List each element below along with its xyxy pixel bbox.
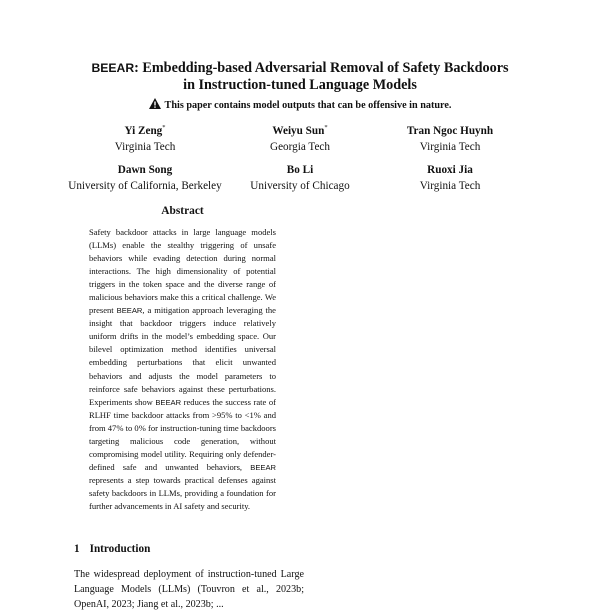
section-number: 1 (74, 543, 80, 555)
author-affiliation: University of Chicago (250, 180, 350, 192)
content-warning (60, 98, 540, 112)
author-affiliation: Georgia Tech (269, 141, 330, 153)
author-name: Weiyu Sun* (272, 124, 328, 137)
abstract-body: Safety backdoor attacks in large language models (LLMs) enable the stealthy triggering of unsafe behaviors while evading detection during normal interactions. The high dimensionality of potential triggers in the token space and the diverse range of malicious behaviors make this a critical challenge. We present BEEAR, a mitigation approach leveraging the insight that backdoor triggers induce relatively uniform drifts in the model’s embedding space. Our bilevel optimization method identifies universal embedding perturbations that elicit unwanted behaviors and adjusts the model parameters to reinforce safe behaviors against these perturbations. Experiments show BEEAR reduces the success rate of RLHF time backdoor attacks from >95% to <1% and from 47% to 0% for instruction-tuning time backdoors targeting malicious code generation, without compromising model utility. Requiring only defender-defined safe and unwanted behaviors, BEEAR represents a step towards practical defenses against safety backdoors in LLMs, providing a foundation for further advancements in AI safety and security. (89, 227, 276, 511)
section-heading (74, 543, 150, 555)
author-block (375, 159, 525, 194)
warning-icon (149, 98, 161, 109)
title-line2: in Instruction-tuned Language Models (183, 77, 417, 93)
author-name: Tran Ngoc Huynh (406, 125, 494, 137)
intro-paragraph: The widespread deployment of instruction-tuned Large Language Models (LLMs) (Touvron et al., 2023b; OpenAI, 2023; Jiang et al., 2023b; ... (74, 569, 304, 610)
abstract-heading: Abstract (161, 205, 204, 217)
author-block (235, 120, 365, 155)
title-acronym: BEEAR (91, 61, 135, 75)
author-affiliation: Virginia Tech (419, 180, 481, 192)
section-title: Introduction (89, 543, 151, 555)
author-name: Dawn Song (117, 164, 173, 176)
warning-text: This paper contains model outputs that can be offensive in nature. (164, 100, 452, 111)
author-affiliation: University of California, Berkeley (68, 180, 222, 192)
author-block (385, 120, 515, 155)
author-affiliation: Virginia Tech (419, 141, 481, 153)
author-affiliation: Virginia Tech (114, 141, 176, 153)
paper-title (40, 60, 560, 94)
author-name: Ruoxi Jia (427, 164, 473, 176)
author-name: Yi Zeng* (124, 124, 166, 137)
author-block (80, 120, 210, 155)
author-block (220, 159, 380, 194)
author-block (45, 159, 245, 194)
title-line1: : Embedding-based Adversarial Removal of Safety Backdoors (134, 60, 509, 76)
author-name: Bo Li (286, 164, 314, 176)
